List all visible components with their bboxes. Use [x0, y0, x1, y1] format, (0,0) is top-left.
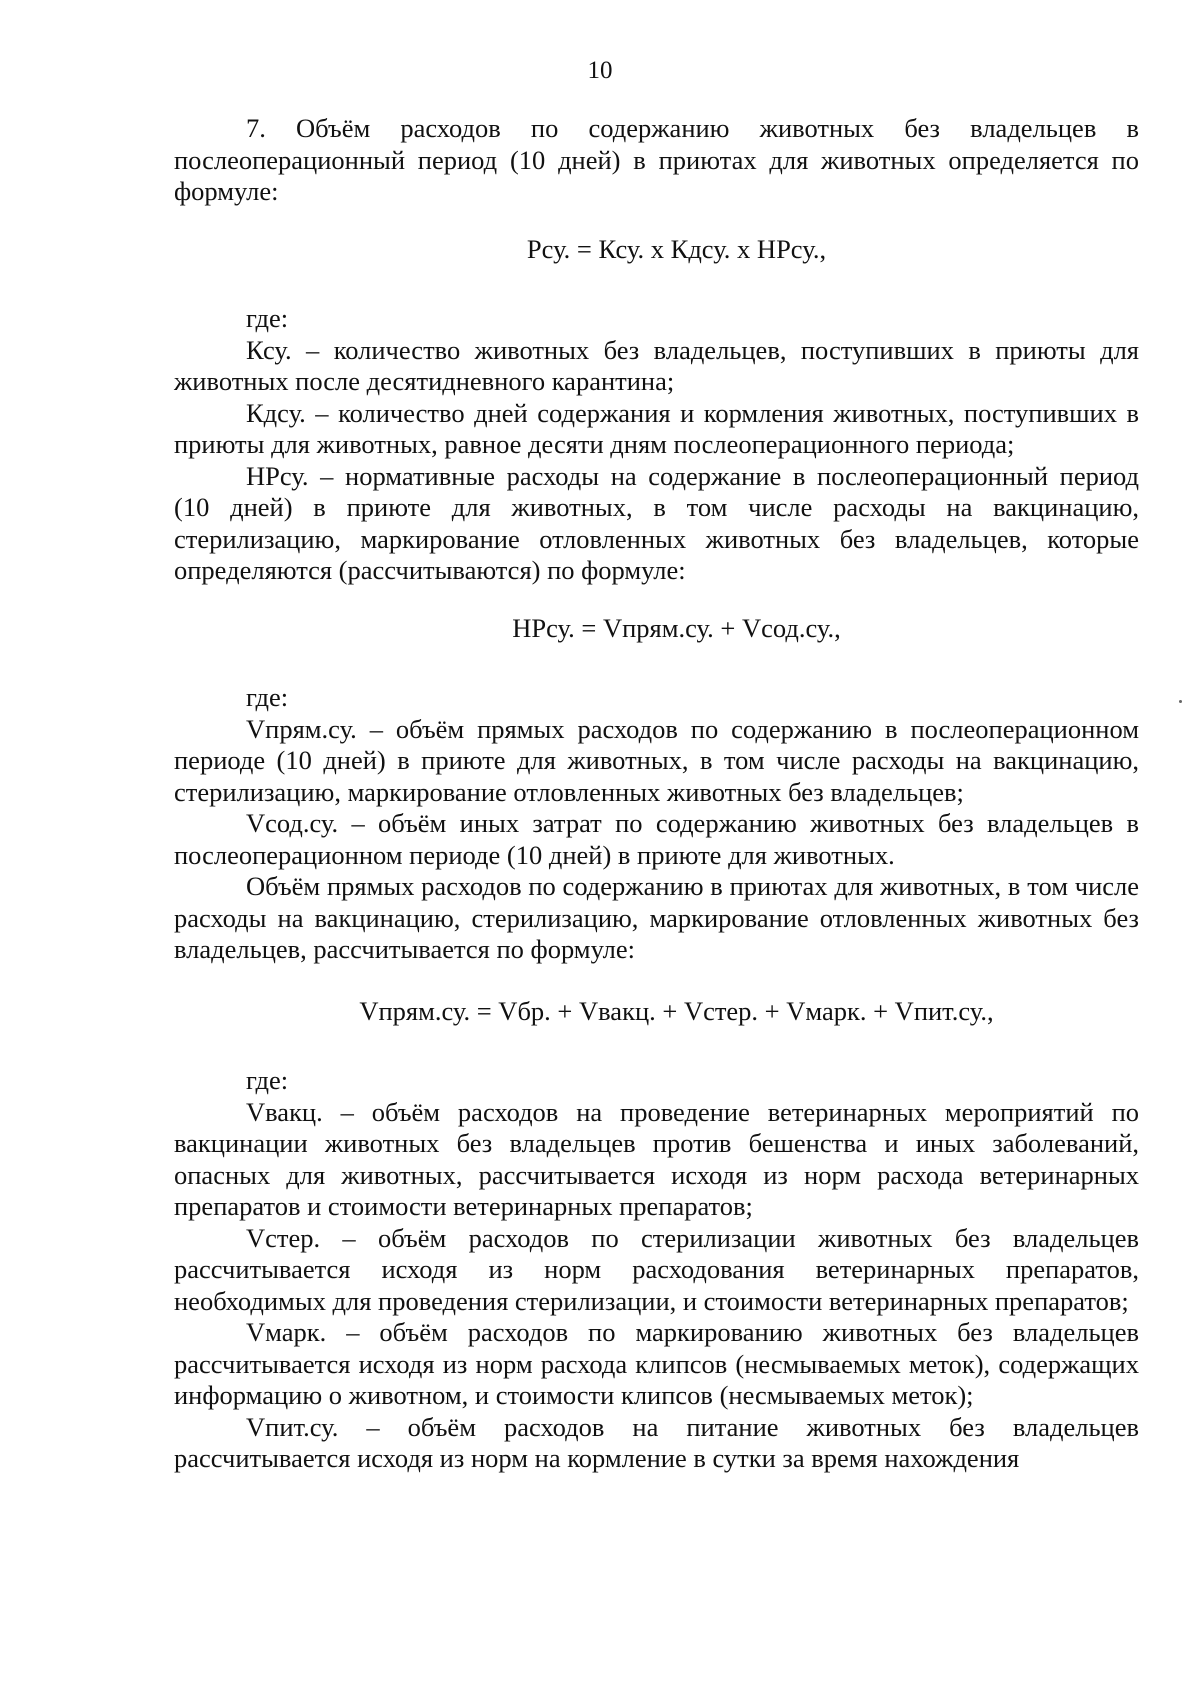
- document-body: [174, 113, 1139, 1475]
- where-label: где:: [246, 1065, 289, 1095]
- definition-kdsu: Кдсу. – количество дней содержания и кормления животных, поступивших в приюты для животных, равное десяти дням послеоперационного периода;: [174, 397, 1139, 459]
- formula-nrsu: НРсу. = Vпрям.су. + Vсод.су.,: [512, 612, 841, 643]
- paragraph-intro: 7. Объём расходов по содержанию животных без владельцев в послеоперационный период (10 дней) в приютах для животных определяется по формуле:: [174, 113, 1139, 206]
- paragraph-direct-costs: Объём прямых расходов по содержанию в приютах для животных, в том числе расходы на вакцинацию, стерилизацию, маркирование отловленных животных без владельцев, рассчитывается по формуле:: [174, 871, 1139, 964]
- formula-rsu: Рсу. = Ксу. х Кдсу. х НРсу.,: [526, 233, 827, 264]
- formula-vpryam: Vпрям.су. = Vбр. + Vвакц. + Vстер. + Vмарк. + Vпит.су.,: [359, 995, 994, 1026]
- definition-vmark: Vмарк. – объём расходов по маркированию животных без владельцев рассчитывается исходя из норм расхода клипсов (несмываемых меток), содержащих информацию о животном, и стоимости клипсов (несмываемых меток);: [174, 1317, 1139, 1410]
- scan-speck: [1179, 700, 1182, 703]
- page-number: 10: [587, 57, 613, 84]
- definition-vpit: Vпит.су. – объём расходов на питание животных без владельцев рассчитывается исходя из норм на кормление в сутки за время нахождения: [174, 1411, 1139, 1473]
- definition-vster: Vстер. – объём расходов по стерилизации животных без владельцев рассчитывается исходя из норм расходования ветеринарных препаратов, необходимых для проведения стерилизации, и стоимости ветеринарных препаратов;: [174, 1222, 1139, 1316]
- definition-ksu: Ксу. – количество животных без владельцев, поступивших в приюты для животных после десятидневного карантина;: [174, 334, 1139, 396]
- definition-nrsu: НРсу. – нормативные расходы на содержание в послеоперационный период (10 дней) в приюте для животных, в том числе расходы на вакцинацию, стерилизацию, маркирование отловленных животных без владельцев, которые определяются (рассчитываются) по формуле:: [174, 460, 1139, 585]
- where-label: где:: [246, 682, 289, 712]
- definition-vvakc: Vвакц. – объём расходов на проведение ветеринарных мероприятий по вакцинации животных без владельцев против бешенства и иных заболеваний, опасных для животных, рассчитывается исходя из норм расхода ветеринарных препаратов и стоимости ветеринарных препаратов;: [174, 1096, 1139, 1221]
- definition-vsod: Vсод.су. – объём иных затрат по содержанию животных без владельцев в послеоперационном периоде (10 дней) в приюте для животных.: [174, 808, 1139, 870]
- where-label: где:: [246, 303, 289, 333]
- definition-vpryam: Vпрям.су. – объём прямых расходов по содержанию в послеоперационном периоде (10 дней) в приюте для животных, в том числе расходы на вакцинацию, стерилизацию, маркирование отловленных животных без владельцев;: [174, 713, 1139, 807]
